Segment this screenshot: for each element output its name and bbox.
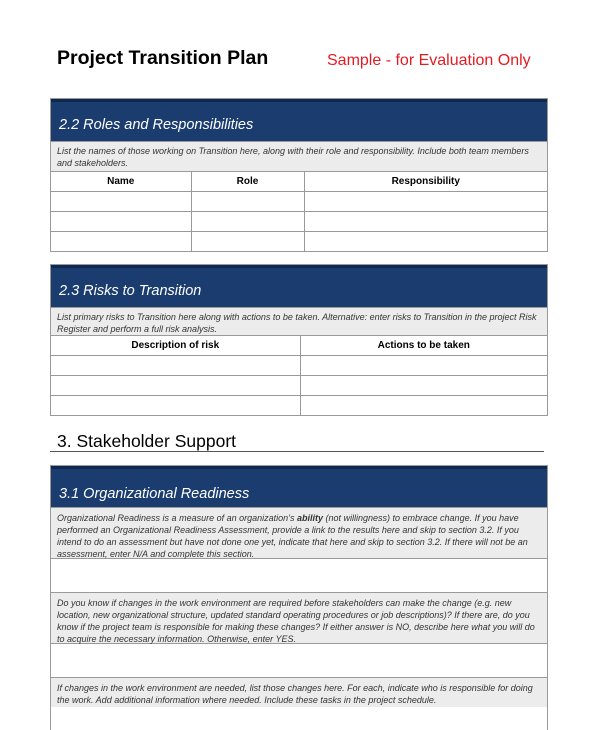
roles-section xyxy=(50,98,548,252)
table-row xyxy=(51,356,547,376)
roles-instructions: List the names of those working on Transition here, along with their role and responsibility. Include both team members and stakeholders. xyxy=(51,141,547,171)
responsibility-cell[interactable] xyxy=(304,212,547,232)
table-row xyxy=(51,376,547,396)
risk-description-cell[interactable] xyxy=(51,356,300,376)
table-row xyxy=(51,232,547,252)
role-cell[interactable] xyxy=(191,212,304,232)
role-cell[interactable] xyxy=(191,192,304,212)
stakeholder-support-heading: 3. Stakeholder Support xyxy=(57,431,237,451)
readiness-question-3: If changes in the work environment are needed, list those changes here. For each, indicate who is responsible for doing the work. Add additional information where needed. Include these tasks in the project schedule. xyxy=(51,677,547,707)
name-cell[interactable] xyxy=(51,232,191,252)
sample-watermark-note: Sample - for Evaluation Only xyxy=(327,52,531,69)
name-cell[interactable] xyxy=(51,192,191,212)
role-cell[interactable] xyxy=(191,232,304,252)
readiness-question-2: Do you know if changes in the work environment are required before stakeholders can make the change (e.g. new location, new organizational structure, updated standard operating procedures or job descriptions)? If there are, do you know if the project team is responsible for making these changes? If either answer is NO, describe here what you will do to acquire the necessary information. Otherwise, enter YES. xyxy=(51,592,547,643)
table-row xyxy=(51,212,547,232)
responsibility-cell[interactable] xyxy=(304,192,547,212)
table-row xyxy=(51,192,547,212)
risks-section xyxy=(50,264,548,416)
risk-action-cell[interactable] xyxy=(300,396,547,416)
column-header-name: Name xyxy=(51,172,191,192)
roles-table xyxy=(51,171,547,251)
risk-description-cell[interactable] xyxy=(51,396,300,416)
risks-table-header-row xyxy=(51,336,547,356)
column-header-role: Role xyxy=(191,172,304,192)
table-row xyxy=(51,396,547,416)
readiness-q1-text-post: (not willingness) to embrace change. If you have performed an Organizational Readiness Assessment, provide a link to the results here and skip to section 3.2. If you intend to do an assessment but have not done one yet, indicate that here and skip to section 3.2. If there will not be an assessment, enter N/A and complete this section. xyxy=(57,513,528,559)
column-header-actions-to-be-taken: Actions to be taken xyxy=(300,336,547,356)
readiness-q1-text-pre: Organizational Readiness is a measure of an organization’s xyxy=(57,513,297,523)
readiness-section xyxy=(50,465,548,730)
risks-section-heading: 2.3 Risks to Transition xyxy=(51,265,547,307)
column-header-responsibility: Responsibility xyxy=(304,172,547,192)
risks-instructions: List primary risks to Transition here along with actions to be taken. Alternative: enter risks to Transition in the project Risk Register and perform a full risk analysis. xyxy=(51,307,547,335)
risk-action-cell[interactable] xyxy=(300,356,547,376)
readiness-q1-bold: ability xyxy=(296,513,323,523)
risk-description-cell[interactable] xyxy=(51,376,300,396)
readiness-section-heading: 3.1 Organizational Readiness xyxy=(51,466,547,507)
roles-section-heading: 2.2 Roles and Responsibilities xyxy=(51,99,547,141)
risks-table xyxy=(51,335,547,415)
readiness-answer-2[interactable] xyxy=(51,643,547,677)
readiness-question-1 xyxy=(51,507,547,558)
roles-table-header-row xyxy=(51,172,547,192)
name-cell[interactable] xyxy=(51,212,191,232)
readiness-answer-1[interactable] xyxy=(51,558,547,592)
responsibility-cell[interactable] xyxy=(304,232,547,252)
column-header-description-of-risk: Description of risk xyxy=(51,336,300,356)
document-title: Project Transition Plan xyxy=(57,47,269,69)
risk-action-cell[interactable] xyxy=(300,376,547,396)
heading-underline xyxy=(50,451,544,452)
